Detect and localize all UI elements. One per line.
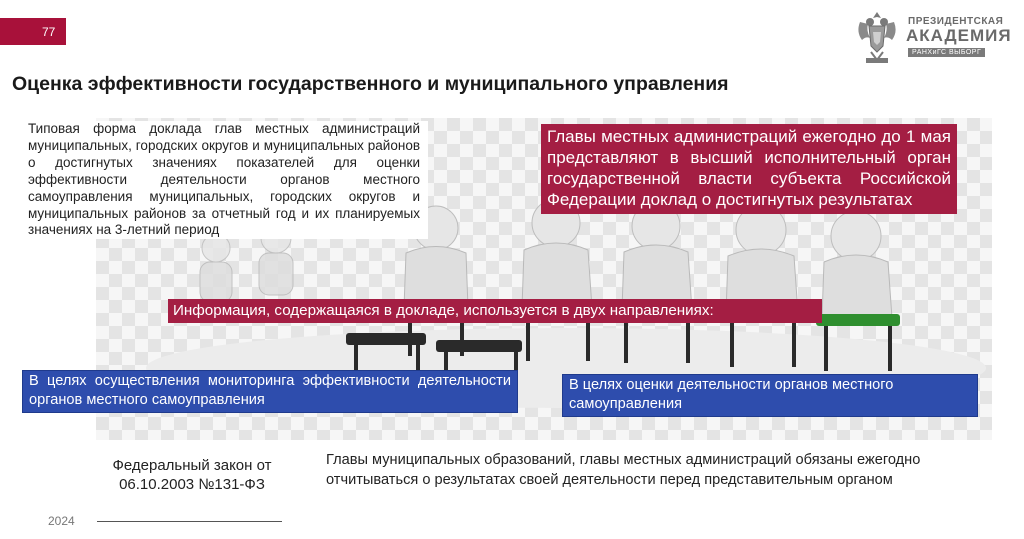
logo-text-line1: ПРЕЗИДЕНТСКАЯ bbox=[908, 16, 1004, 27]
double-headed-eagle-emblem-icon bbox=[852, 8, 902, 66]
slide-title: Оценка эффективности государственного и муниципального управления bbox=[12, 73, 729, 95]
footer-year: 2024 bbox=[48, 514, 75, 528]
annual-report-box: Главы местных администраций ежегодно до 1 мая представляют в высший исполнительный орган государственной власти субъекта Российской Федерации доклад о достигнутых результатах bbox=[541, 124, 957, 214]
evaluation-direction-box: В целях оценки деятельности органов местного самоуправления bbox=[562, 374, 978, 417]
federal-law-line1: Федеральный закон от bbox=[112, 457, 272, 474]
page-number-tab bbox=[0, 18, 66, 45]
heads-reporting-obligation: Главы муниципальных образований, главы местных администраций обязаны ежегодно отчитываться о результатах своей деятельности перед представительным органом bbox=[326, 452, 921, 488]
federal-law-line2: 06.10.2003 №131-ФЗ bbox=[119, 476, 265, 493]
footer-divider bbox=[97, 521, 282, 522]
logo-text-line3: РАНХиГС ВЫБОРГ bbox=[908, 48, 985, 57]
logo-text-line2: АКАДЕМИЯ bbox=[906, 26, 1012, 45]
academy-logo bbox=[850, 8, 1010, 68]
monitoring-direction-box: В целях осуществления мониторинга эффективности деятельности органов местного самоуправления bbox=[22, 370, 518, 413]
info-usage-banner: Информация, содержащаяся в докладе, используется в двух направлениях: bbox=[168, 299, 822, 323]
page-number: 77 bbox=[42, 25, 56, 39]
federal-law-reference bbox=[88, 456, 296, 494]
report-form-description: Типовая форма доклада глав местных администраций муниципальных, городских округов и муниципальных районов о достигнутых значениях показателей для оценки эффективности деятельности органов местного самоуправления муниципальных, городских округов и муниципальных районов за отчетный год и их планируемых значениях на 3-летний период bbox=[28, 121, 428, 239]
